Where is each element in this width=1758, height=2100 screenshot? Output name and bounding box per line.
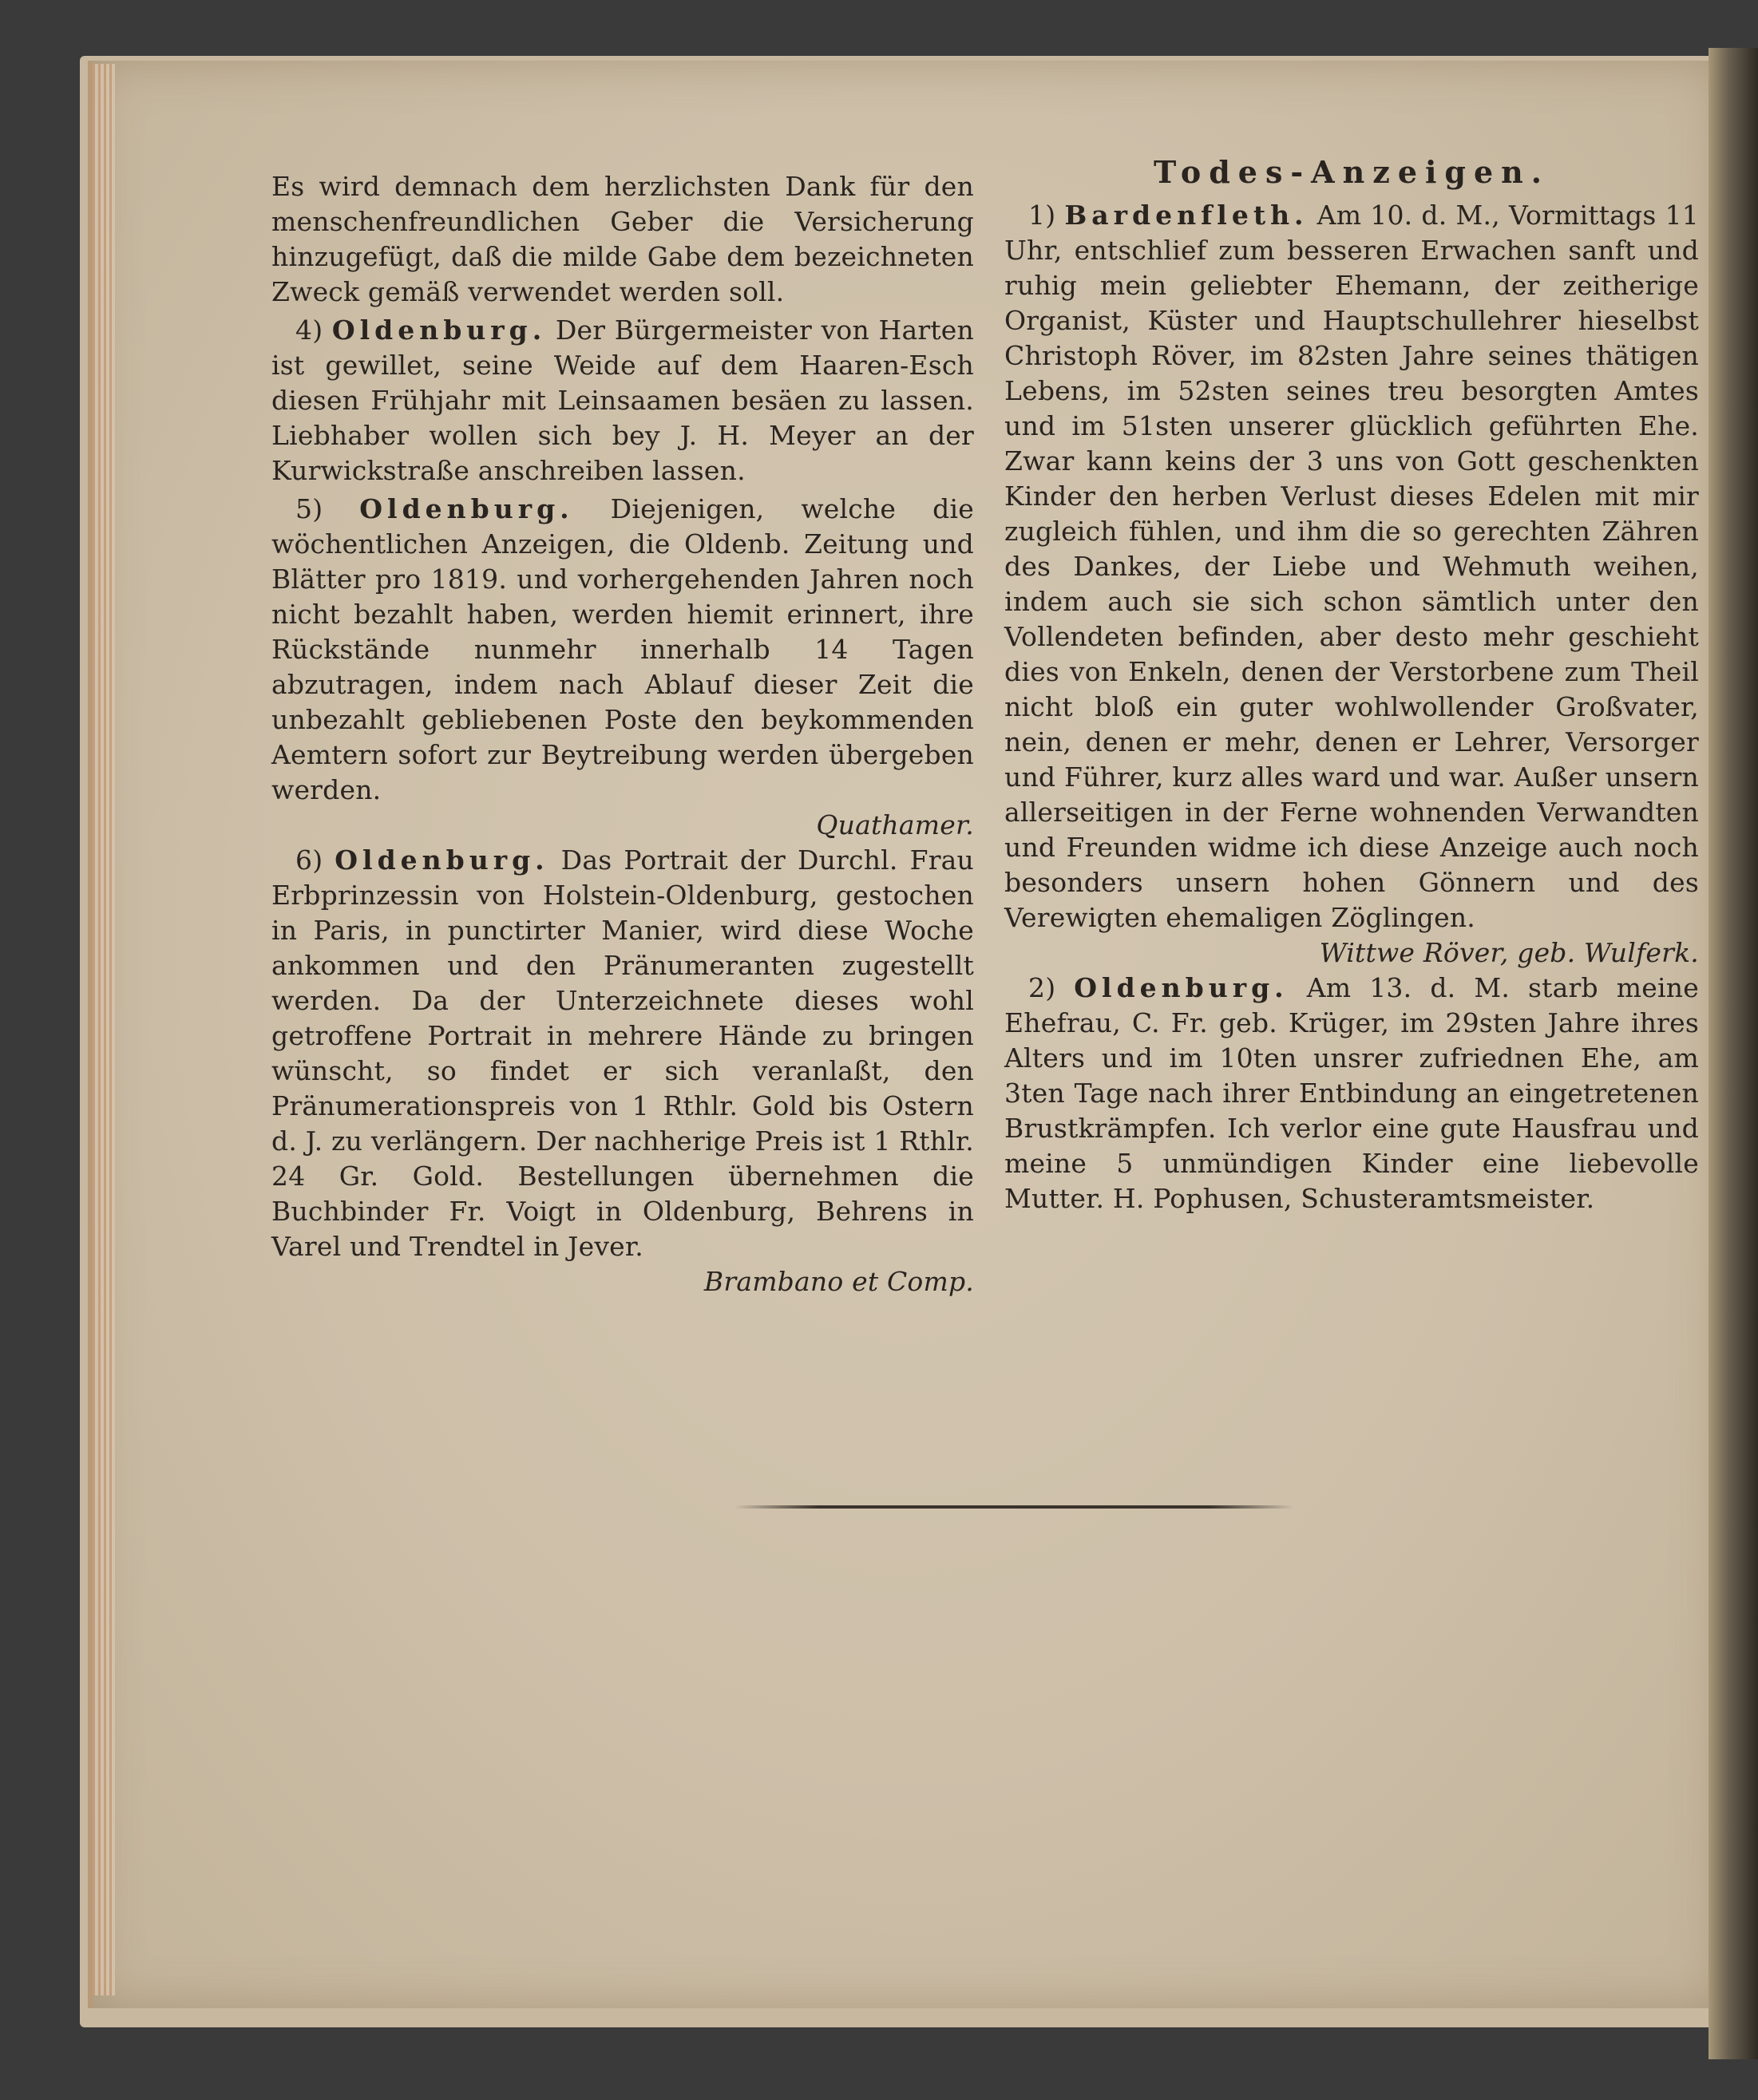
notice-4-number: 4) [295,314,323,346]
death-notice-1 [1004,198,1699,935]
notice-5-number: 5) [295,493,323,524]
death-notice-1-text: Am 10. d. M., Vormittags 11 Uhr, entschlief zum besseren Erwachen sanft und ruhig mein geliebter Ehemann, der zeitherige Organist, Küster und Hauptschullehrer hieselbst Christoph Röver, im 82sten Jahre seines thätigen Lebens, im 52sten seines treu besorgten Amtes und im 51sten unserer glücklich geführten Ehe. Zwar kann keins der 3 uns von Gott geschenkten Kinder den herben Verlust dieses Edelen mit mir zugleich fühlen, und ihm die so gerechten Zähren des Dankes, der Liebe und Wehmuth weihen, indem auch sie sich schon sämtlich unter den Vollendeten befinden, aber desto mehr geschieht dies von Enkeln, denen der Verstorbene zum Theil nicht bloß ein guter wohlwollender Großvater, nein, denen er mehr, denen er Lehrer, Versorger und Führer, kurz alles ward und war. Außer unsern allerseitigen in der Ferne wohnenden Verwandten und Freunden widme ich diese Anzeige auch noch besonders unsern hohen Gönnern und des Verewigten ehemaligen Zöglingen. [1004,200,1699,933]
right-column [1004,152,1699,1216]
notice-5-text: Diejenigen, welche die wöchentlichen Anzeigen, die Oldenb. Zeitung und Blätter pro 1819. und vorhergehenden Jahren noch nicht bezahlt haben, werden hiemit erinnert, ihre Rückstände nunmehr innerhalb 14 Tagen abzutragen, indem nach Ablauf dieser Zeit die unbezahlt gebliebenen Poste den beykommenden Aemtern sofort zur Beytreibung werden übergeben werden. [271,493,974,805]
notice-6 [271,843,974,1264]
book-gutter [1709,48,1758,2059]
left-column [271,169,974,1299]
death-notice-2 [1004,971,1699,1216]
death-notice-1-signature: Wittwe Röver, geb. Wulferk. [1319,937,1699,968]
notice-4 [271,313,974,488]
notice-5-signature: Quathamer. [816,809,974,840]
notice-6-text: Das Portrait der Durchl. Frau Erbprinzessin von Holstein-Oldenburg, gestochen in Paris, in punctirter Manier, wird diese Woche ankommen und den Pränumeranten zugestellt werden. Da der Unterzeichnete dieses wohl getroffene Portrait in mehrere Hände zu bringen wünscht, so findet er sich veranlaßt, den Pränumerationspreis von 1 Rthlr. Gold bis Ostern d. J. zu verlängern. Der nachherige Preis ist 1 Rthlr. 24 Gr. Gold. Bestellungen übernehmen die Buchbinder Fr. Voigt in Oldenburg, Behrens in Varel und Trendtel in Jever. [271,844,974,1262]
notice-6-signature: Brambano et Comp. [703,1266,974,1297]
notice-6-number: 6) [295,844,323,876]
death-notice-1-place: Bardenfleth. [1064,200,1309,231]
death-notice-2-place: Oldenburg. [1074,972,1289,1003]
section-divider-rule [734,1505,1293,1509]
notice-6-place: Oldenburg. [335,844,549,876]
page-stack-edge [93,64,115,1995]
notice-5 [271,492,974,808]
death-notice-2-number: 2) [1028,972,1056,1003]
notice-4-text: Der Bürgermeister von Harten ist gewillet, seine Weide auf dem Haaren-Esch diesen Frühjahr mit Leinsaamen besäen zu lassen. Liebhaber wollen sich bey J. H. Meyer an der Kurwickstraße anschreiben lassen. [271,314,974,486]
death-notices-heading: Todes-Anzeigen. [1153,154,1550,190]
death-notice-1-number: 1) [1028,200,1056,231]
intro-paragraph: Es wird demnach dem herzlichsten Dank für den menschenfreundlichen Geber die Versicherung hinzugefügt, daß die milde Gabe dem bezeichneten Zweck gemäß verwendet werden soll. [271,171,974,307]
death-notice-2-signature: H. Pophusen, Schusteramtsmeister. [1112,1183,1595,1214]
notice-4-place: Oldenburg. [331,314,547,346]
notice-5-place: Oldenburg. [359,493,574,524]
death-notice-2-text: Am 13. d. M. starb meine Ehefrau, C. Fr. geb. Krüger, im 29sten Jahre ihres Alters und im 10ten unsrer zufriednen Ehe, am 3ten Tage nach ihrer Entbindung an eingetretenen Brustkrämpfen. Ich verlor eine gute Hausfrau und meine 5 unmündigen Kinder eine liebevolle Mutter. [1004,972,1699,1214]
